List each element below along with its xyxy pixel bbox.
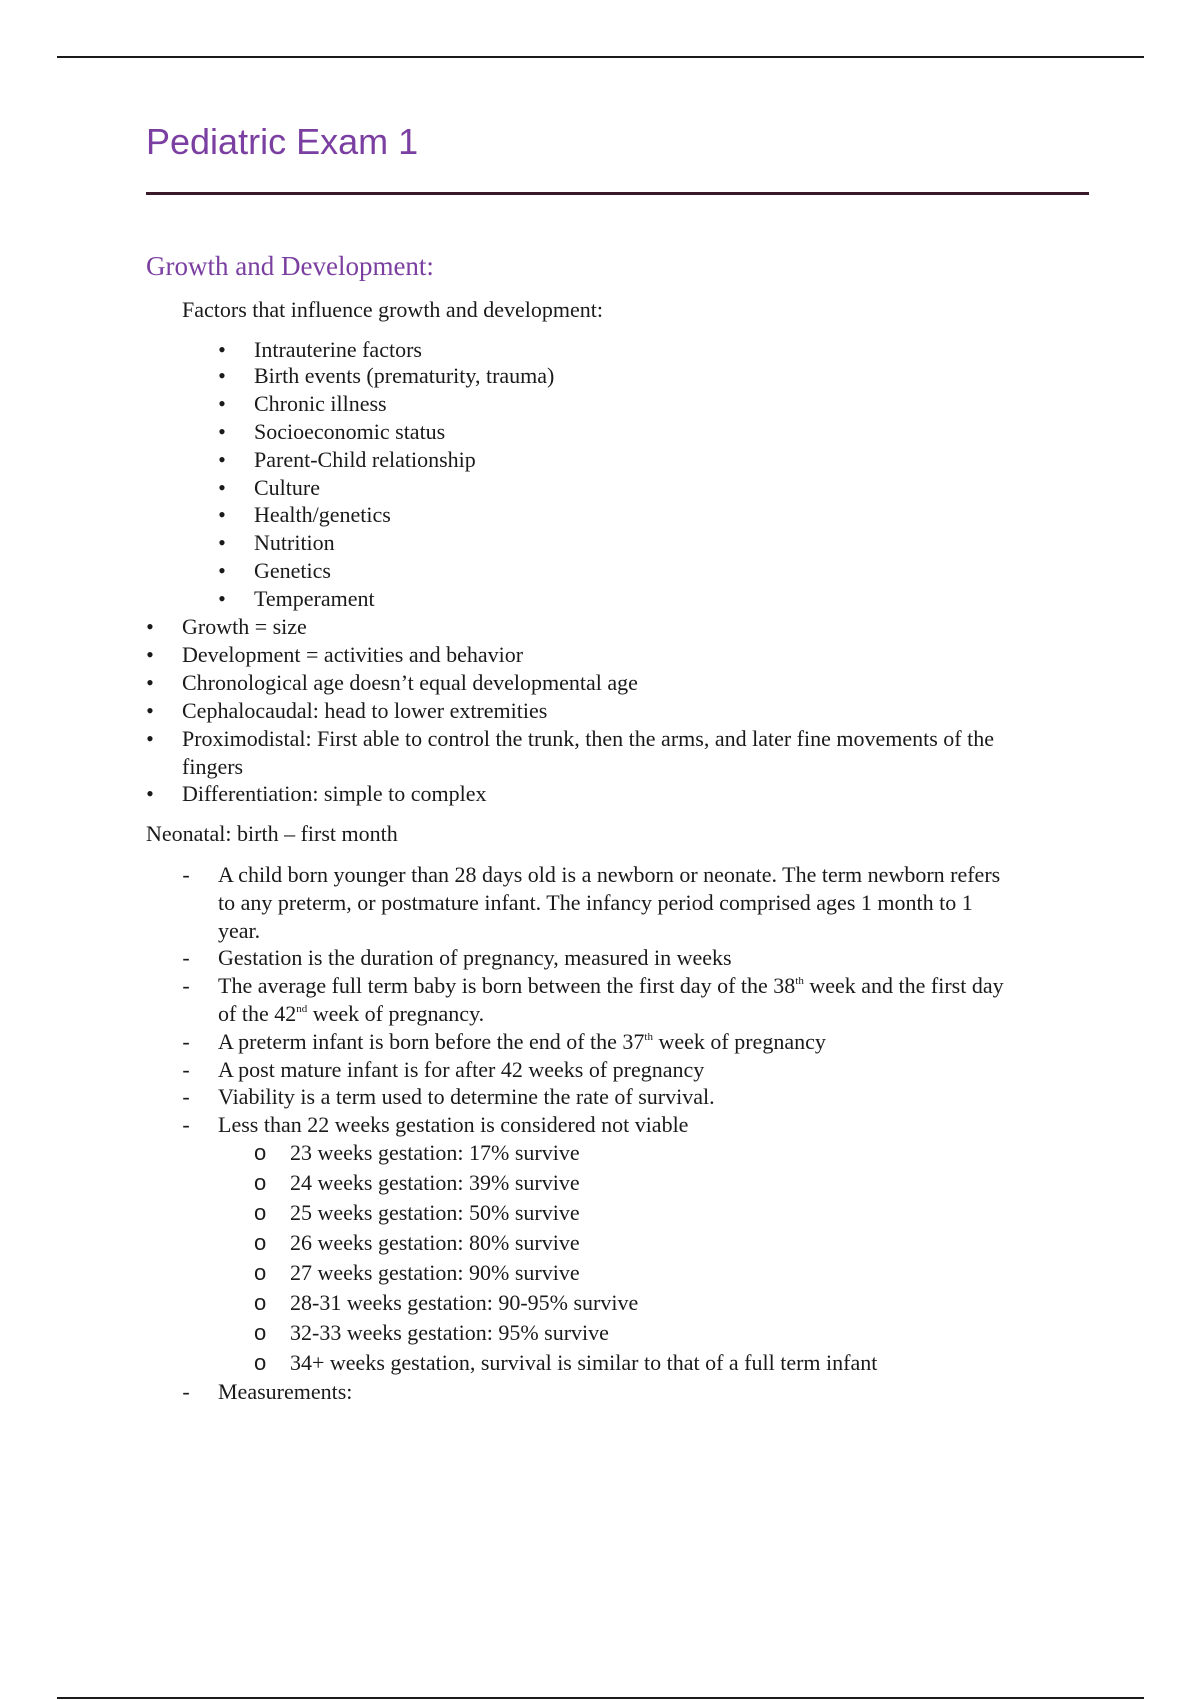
list-item: Socioeconomic status	[254, 419, 446, 444]
circle-marker: o	[254, 1320, 267, 1345]
factors-intro: Factors that influence growth and development:	[182, 297, 603, 322]
text-run: week of pregnancy	[652, 1029, 826, 1054]
bullet-marker: •	[218, 475, 226, 500]
list-item: Chronological age doesn’t equal developmental age	[182, 670, 638, 695]
list-item: Temperament	[254, 586, 375, 611]
bullet-marker: •	[218, 419, 226, 444]
list-item: Development = activities and behavior	[182, 642, 524, 667]
text-run: The average full term baby is born between the first day of the 38	[218, 973, 796, 998]
list-item: 32-33 weeks gestation: 95% survive	[290, 1320, 609, 1345]
list-item: 27 weeks gestation: 90% survive	[290, 1260, 580, 1285]
circle-marker: o	[254, 1230, 267, 1255]
dash-marker: -	[182, 1084, 190, 1109]
list-item: A child born younger than 28 days old is a newborn or neonate. The term newborn refers	[218, 862, 1001, 887]
list-item: 26 weeks gestation: 80% survive	[290, 1230, 580, 1255]
dash-marker: -	[182, 1029, 190, 1054]
circle-marker: o	[254, 1350, 267, 1375]
circle-marker: o	[254, 1290, 267, 1315]
bullet-marker: •	[218, 391, 226, 416]
list-item: 24 weeks gestation: 39% survive	[290, 1170, 580, 1195]
list-item: Health/genetics	[254, 502, 391, 527]
list-item: Proximodistal: First able to control the trunk, then the arms, and later fine movements of the	[182, 726, 994, 751]
circle-marker: o	[254, 1200, 267, 1225]
dash-marker: -	[182, 862, 190, 887]
bullet-marker: •	[218, 447, 226, 472]
list-item: Intrauterine factors	[254, 337, 422, 362]
list-item-continuation: fingers	[182, 754, 244, 779]
text-run: of the 42	[218, 1001, 297, 1026]
list-item: 23 weeks gestation: 17% survive	[290, 1140, 580, 1165]
text-run: A preterm infant is born before the end of the 37	[218, 1029, 645, 1054]
list-item: Measurements:	[218, 1379, 353, 1404]
bullet-marker: •	[146, 642, 154, 667]
section-heading: Growth and Development:	[146, 251, 434, 281]
bullet-marker: •	[146, 670, 154, 695]
bullet-marker: •	[218, 558, 226, 583]
list-item: Differentiation: simple to complex	[182, 781, 487, 806]
circle-marker: o	[254, 1170, 267, 1195]
bullet-marker: •	[146, 698, 154, 723]
page-title: Pediatric Exam 1	[146, 121, 419, 162]
list-item: Viability is a term used to determine the rate of survival.	[218, 1084, 715, 1109]
dash-marker: -	[182, 1112, 190, 1137]
bullet-marker: •	[218, 502, 226, 527]
bullet-marker: •	[218, 530, 226, 555]
list-item: Birth events (prematurity, trauma)	[254, 363, 555, 388]
list-item: Chronic illness	[254, 391, 387, 416]
list-item: 25 weeks gestation: 50% survive	[290, 1200, 580, 1225]
list-item	[218, 1028, 826, 1056]
bullet-marker: •	[146, 726, 154, 751]
dash-marker: -	[182, 1057, 190, 1082]
neonatal-heading: Neonatal: birth – first month	[146, 821, 398, 846]
list-item: Cephalocaudal: head to lower extremities	[182, 698, 548, 723]
bullet-marker: •	[218, 363, 226, 388]
dash-marker: -	[182, 973, 190, 998]
list-item: Parent-Child relationship	[254, 447, 476, 472]
circle-marker: o	[254, 1260, 267, 1285]
title-underline	[146, 192, 1089, 195]
dash-marker: -	[182, 945, 190, 970]
list-item: Culture	[254, 475, 320, 500]
list-item-continuation: to any preterm, or postmature infant. The infancy period comprised ages 1 month to 1	[218, 890, 973, 915]
list-item: Less than 22 weeks gestation is considered not viable	[218, 1112, 689, 1137]
superscript: th	[795, 975, 804, 987]
list-item: Growth = size	[182, 614, 307, 639]
list-item: A post mature infant is for after 42 weeks of pregnancy	[218, 1057, 705, 1082]
bullet-marker: •	[146, 614, 154, 639]
list-item: 34+ weeks gestation, survival is similar to that of a full term infant	[290, 1350, 878, 1375]
text-run: week and the first day	[803, 973, 1004, 998]
list-item: Nutrition	[254, 530, 335, 555]
list-item: Gestation is the duration of pregnancy, measured in weeks	[218, 945, 732, 970]
bullet-marker: •	[146, 781, 154, 806]
superscript: th	[644, 1031, 653, 1043]
circle-marker: o	[254, 1140, 267, 1165]
dash-marker: -	[182, 1379, 190, 1404]
bullet-marker: •	[218, 337, 226, 362]
list-item	[218, 972, 1004, 1000]
bullet-marker: •	[218, 586, 226, 611]
list-item-continuation: year.	[218, 918, 261, 943]
list-item: 28-31 weeks gestation: 90-95% survive	[290, 1290, 639, 1315]
page-top-rule	[57, 56, 1144, 58]
list-item-continuation	[218, 1000, 484, 1028]
list-item: Genetics	[254, 558, 331, 583]
page-bottom-rule	[57, 1697, 1144, 1699]
superscript: nd	[296, 1003, 308, 1015]
text-run: week of pregnancy.	[307, 1001, 485, 1026]
